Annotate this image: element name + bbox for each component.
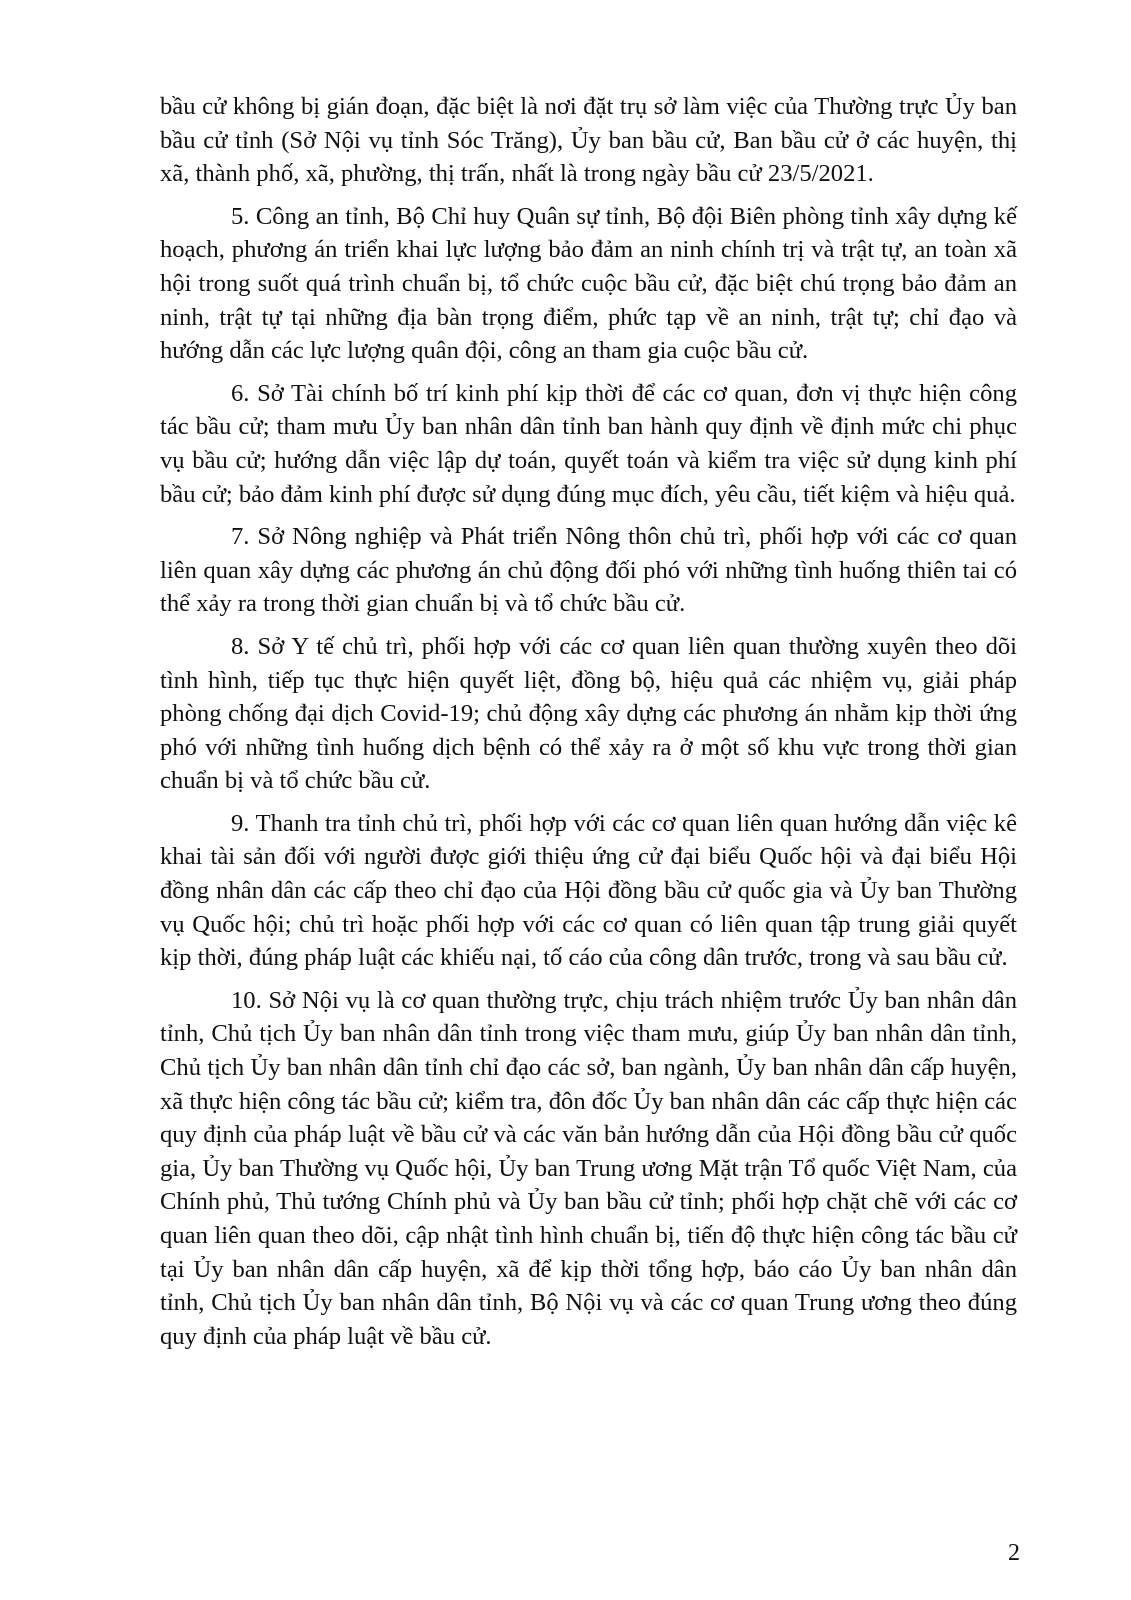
paragraph-item-9: 9. Thanh tra tỉnh chủ trì, phối hợp với các cơ quan liên quan hướng dẫn việc kê khai tài sản đối với người được giới thiệu ứng cử đại biểu Quốc hội và đại biểu Hội đồng nhân dân các cấp theo chỉ đạo của Hội đồng bầu cử quốc gia và Ủy ban Thường vụ Quốc hội; chủ trì hoặc phối hợp với các cơ quan có liên quan tập trung giải quyết kịp thời, đúng pháp luật các khiếu nại, tố cáo của công dân trước, trong và sau bầu cử. (160, 809, 1017, 972)
paragraph-item-10: 10. Sở Nội vụ là cơ quan thường trực, chịu trách nhiệm trước Ủy ban nhân dân tỉnh, Chủ tịch Ủy ban nhân dân tỉnh trong việc tham mưu, giúp Ủy ban nhân dân tỉnh, Chủ tịch Ủy ban nhân dân tỉnh chỉ đạo các sở, ban ngành, Ủy ban nhân dân cấp huyện, xã thực hiện công tác bầu cử; kiểm tra, đôn đốc Ủy ban nhân dân các cấp thực hiện các quy định của pháp luật về bầu cử và các văn bản hướng dẫn của Hội đồng bầu cử quốc gia, Ủy ban Thường vụ Quốc hội, Ủy ban Trung ương Mặt trận Tổ quốc Việt Nam, của Chính phủ, Thủ tướng Chính phủ và Ủy ban bầu cử tỉnh; phối hợp chặt chẽ với các cơ quan liên quan theo dõi, cập nhật tình hình chuẩn bị, tiến độ thực hiện công tác bầu cử tại Ủy ban nhân dân cấp huyện, xã để kịp thời tổng hợp, báo cáo Ủy ban nhân dân tỉnh, Chủ tịch Ủy ban nhân dân tỉnh, Bộ Nội vụ và các cơ quan Trung ương theo đúng quy định của pháp luật về bầu cử. (160, 986, 1017, 1350)
paragraph-item-8: 8. Sở Y tế chủ trì, phối hợp với các cơ quan liên quan thường xuyên theo dõi tình hình, tiếp tục thực hiện quyết liệt, đồng bộ, hiệu quả các nhiệm vụ, giải pháp phòng chống đại dịch Covid-19; chủ động xây dựng các phương án nhằm kịp thời ứng phó với những tình huống dịch bệnh có thể xảy ra ở một số khu vực trong thời gian chuẩn bị và tổ chức bầu cử. (160, 632, 1017, 795)
paragraph-item-5: 5. Công an tỉnh, Bộ Chỉ huy Quân sự tỉnh, Bộ đội Biên phòng tỉnh xây dựng kế hoạch, phương án triển khai lực lượng bảo đảm an ninh chính trị và trật tự, an toàn xã hội trong suốt quá trình chuẩn bị, tổ chức cuộc bầu cử, đặc biệt chú trọng bảo đảm an ninh, trật tự tại những địa bàn trọng điểm, phức tạp về an ninh, trật tự; chỉ đạo và hướng dẫn các lực lượng quân đội, công an tham gia cuộc bầu cử. (160, 202, 1017, 365)
document-body (160, 90, 1017, 1362)
paragraph-item-7: 7. Sở Nông nghiệp và Phát triển Nông thôn chủ trì, phối hợp với các cơ quan liên quan xây dựng các phương án chủ động đối phó với những tình huống thiên tai có thể xảy ra trong thời gian chuẩn bị và tổ chức bầu cử. (160, 523, 1017, 618)
page-number: 2 (1008, 1540, 1020, 1566)
paragraph-continuation: bầu cử không bị gián đoạn, đặc biệt là nơi đặt trụ sở làm việc của Thường trực Ủy ban bầu cử tỉnh (Sở Nội vụ tỉnh Sóc Trăng), Ủy ban bầu cử, Ban bầu cử ở các huyện, thị xã, thành phố, xã, phường, thị trấn, nhất là trong ngày bầu cử 23/5/2021. (160, 93, 1017, 188)
paragraph-item-6: 6. Sở Tài chính bố trí kinh phí kịp thời để các cơ quan, đơn vị thực hiện công tác bầu cử; tham mưu Ủy ban nhân dân tỉnh ban hành quy định về định mức chi phục vụ bầu cử; hướng dẫn việc lập dự toán, quyết toán và kiểm tra việc sử dụng kinh phí bầu cử; bảo đảm kinh phí được sử dụng đúng mục đích, yêu cầu, tiết kiệm và hiệu quả. (160, 379, 1017, 508)
